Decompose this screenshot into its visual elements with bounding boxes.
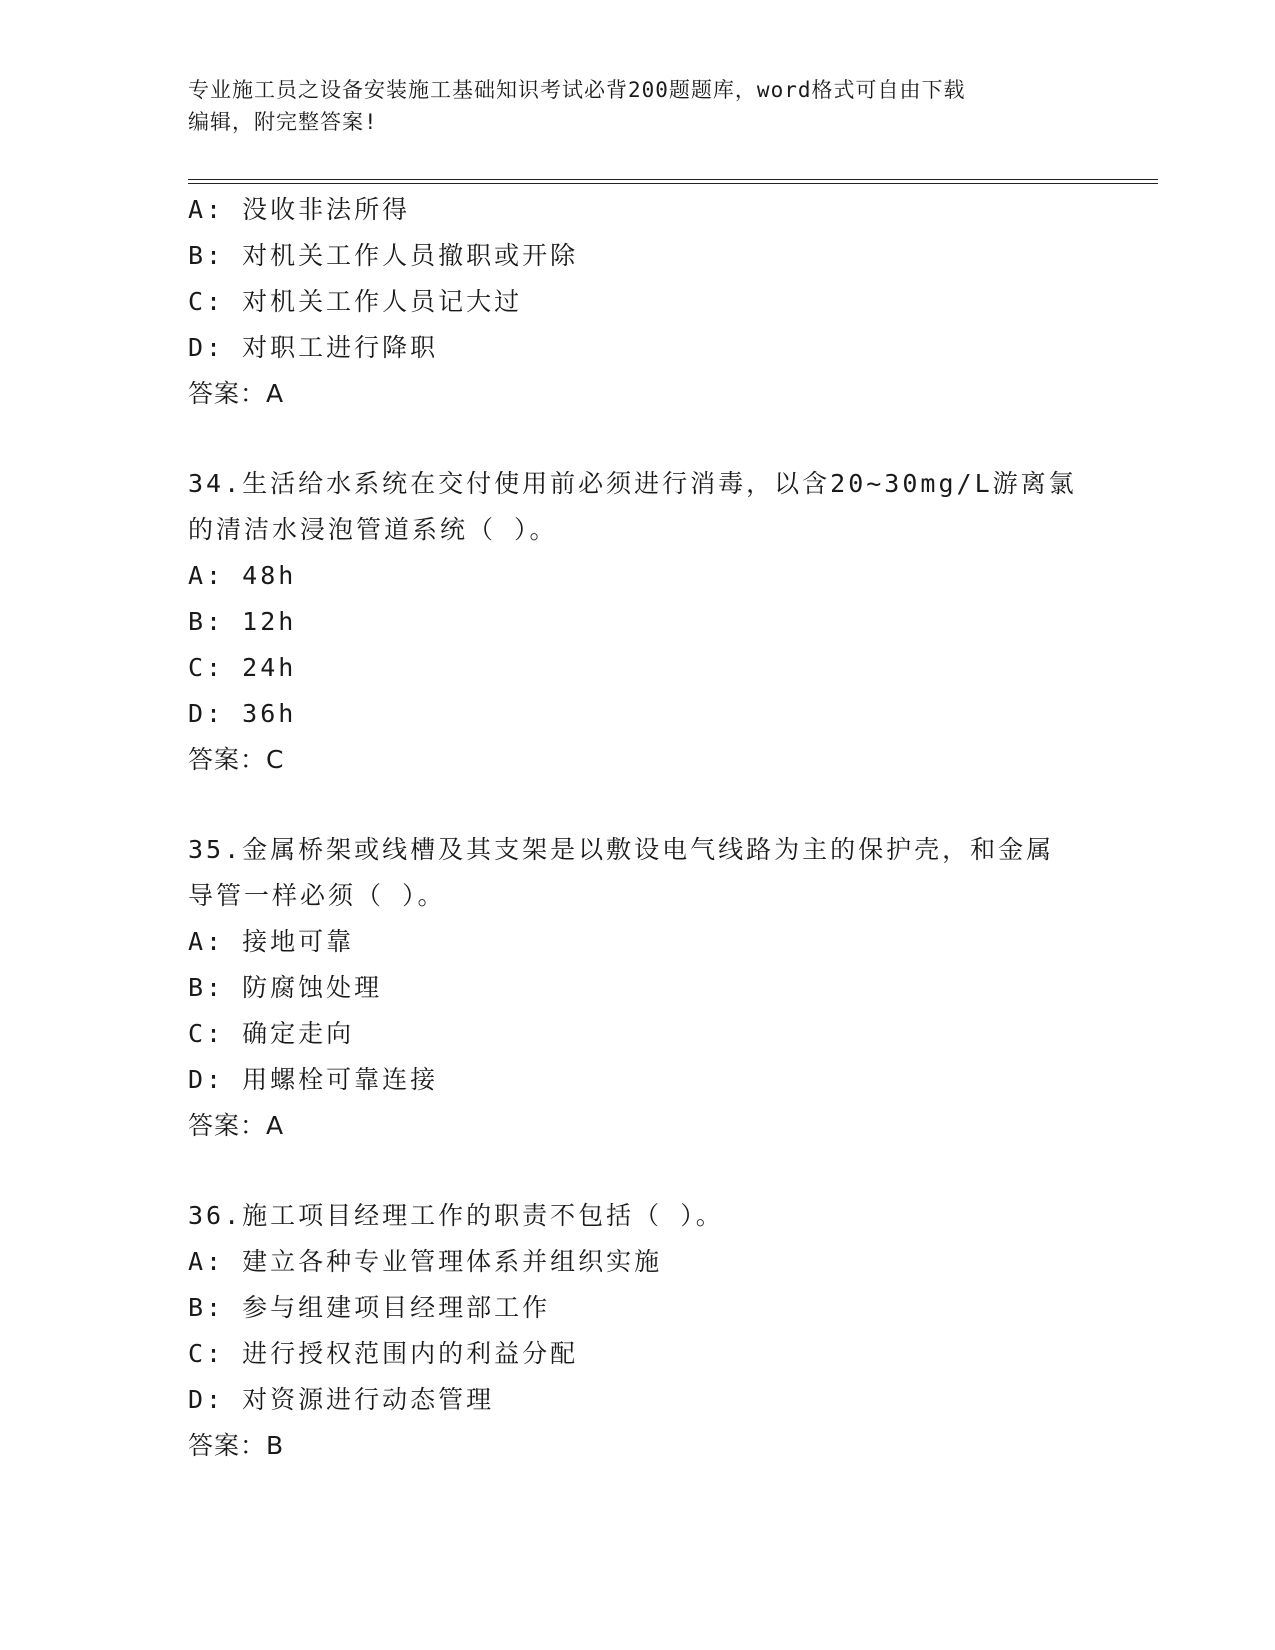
answer-line: 答案：B <box>188 1431 285 1460</box>
question-block-34 <box>188 461 1088 783</box>
header-line-2: 编辑，附完整答案! <box>188 110 378 134</box>
answer-line: 答案：A <box>188 1111 285 1140</box>
answer-line: 答案：C <box>188 745 285 774</box>
option-d: D: 用螺栓可靠连接 <box>188 1065 439 1094</box>
option-b: B: 参与组建项目经理部工作 <box>188 1293 551 1322</box>
option-b: B: 防腐蚀处理 <box>188 973 383 1002</box>
question-list <box>188 187 1088 1469</box>
option-a: A: 48h <box>188 561 297 590</box>
header-line-1: 专业施工员之设备安装施工基础知识考试必背200题题库，word格式可自由下载 <box>188 78 966 102</box>
option-c: C: 进行授权范围内的利益分配 <box>188 1339 579 1368</box>
question-stem-line-1: 35.金属桥架或线槽及其支架是以敷设电气线路为主的保护壳，和金属 <box>188 835 1055 864</box>
answer-line: 答案：A <box>188 379 285 408</box>
option-a: A: 建立各种专业管理体系并组织实施 <box>188 1247 663 1276</box>
document-header <box>188 74 1088 138</box>
option-a: A: 接地可靠 <box>188 927 355 956</box>
question-block-33 <box>188 187 1088 417</box>
question-stem-line-1: 34.生活给水系统在交付使用前必须进行消毒，以含20~30mg/L游离氯 <box>188 469 1077 498</box>
question-spacer <box>188 417 1088 461</box>
option-a: A: 没收非法所得 <box>188 195 411 224</box>
question-block-35 <box>188 827 1088 1149</box>
question-stem-line-2: 导管一样必须（ ）。 <box>188 881 446 910</box>
option-b: B: 对机关工作人员撤职或开除 <box>188 241 579 270</box>
header-rule-bottom <box>188 183 1158 184</box>
option-c: C: 24h <box>188 653 297 682</box>
option-b: B: 12h <box>188 607 297 636</box>
option-d: D: 36h <box>188 699 297 728</box>
option-d: D: 对职工进行降职 <box>188 333 439 362</box>
question-block-36 <box>188 1193 1088 1469</box>
question-stem-line-1: 36.施工项目经理工作的职责不包括（ ）。 <box>188 1201 724 1230</box>
question-spacer <box>188 783 1088 827</box>
option-c: C: 对机关工作人员记大过 <box>188 287 523 316</box>
option-c: C: 确定走向 <box>188 1019 355 1048</box>
header-rule-top <box>188 179 1158 180</box>
question-stem-line-2: 的清洁水浸泡管道系统（ ）。 <box>188 515 558 544</box>
option-d: D: 对资源进行动态管理 <box>188 1385 495 1414</box>
question-spacer <box>188 1149 1088 1193</box>
